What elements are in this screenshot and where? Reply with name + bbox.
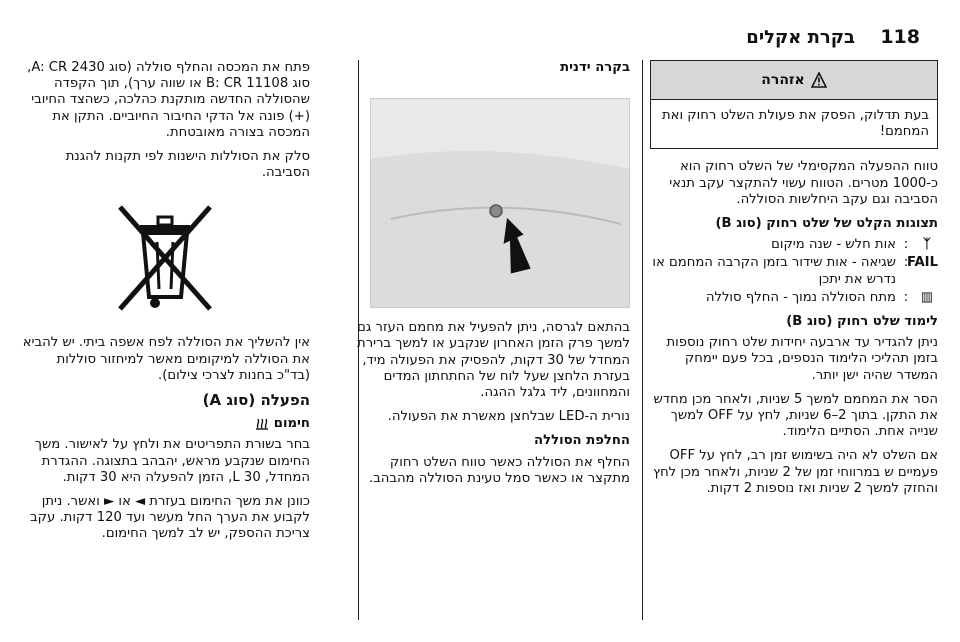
manual-heading: בקרה ידנית xyxy=(560,60,630,75)
heating-icon xyxy=(255,416,269,430)
lamp-text: שגיאה - אות שידור בזמן הקרבה המחמם או נדרש את יתכן xyxy=(652,255,896,287)
recycle-paragraph: סלק את הסוללות הישנות לפי תקנות להגנת הסביבה. xyxy=(65,149,310,181)
page-title: בקרת אקלים xyxy=(746,27,855,48)
lamp-row xyxy=(650,237,938,253)
lamp-sep: : xyxy=(903,237,909,253)
warning-title: אזהרה xyxy=(761,71,805,88)
manual-paragraph: בהתאם לגרסה, ניתן להפעיל את מחמם העזר גם למשך פרק הזמן האחרון שנקבע או למשך ברירת המחדל של 30 דקות, להפסיק את הפעולה מיד, בעזרת הלחצן שעל לוח של החתחתון המדים והמחוונים, ליד גלגל ההגה. xyxy=(357,320,630,401)
crossed-bin-icon xyxy=(110,197,220,317)
lamp-text: מתח הסוללה נמוך - החלף סוללה xyxy=(705,289,896,305)
fail-indicator: FAIL xyxy=(906,255,938,271)
warning-header xyxy=(651,61,937,100)
battery-icon: ▥ xyxy=(920,289,934,305)
column-middle xyxy=(350,60,630,495)
display-heading: תצוגות הקלט של שלט רחוק (סוג B) xyxy=(715,216,938,232)
signal-antenna-icon: ᛉ xyxy=(923,237,931,253)
heat-heading xyxy=(20,416,310,432)
manual-button-photo xyxy=(370,98,630,308)
dashboard-illustration xyxy=(371,99,629,307)
range-paragraph: טווח ההפעלה המקסימלי של השלט רחוק הוא כ-1000 מטרים. הטווח עשוי להתקצר עקב תנאי הסביבה וגם עקב היחלשות הסוללה. xyxy=(669,159,938,207)
heat-paragraph: בחר בשורת התפריטים את ולחץ על לאישור. משך החימום שנקבע מראש, יהבהב בתצוגה. ההגדרת המחדל, L 30, הזמן להפעלה היא 30 דקות. xyxy=(34,437,310,485)
warning-triangle-icon xyxy=(811,72,827,88)
battery-paragraph: החלף את הסוללה כאשר טווח השלט רחוק מתקצר או כאשר סמל טעינת הסוללה מהבהב. xyxy=(368,454,630,486)
off-paragraph: אם השלט לא היה בשימוש זמן רב, לחץ על OFF פעמיים ש במרווחי זמן של 2 שניות, ולאחר מכן לחץ והחזק למשך 2 שניות ואז נוספות 2 דקות. xyxy=(652,448,938,496)
remove-paragraph: הסר את המחמם למשך 5 שניות, ולאחר מכן מחדש את התקן. בתוך 2–6 שניות, לחץ על OFF למשך שנייה אחת. הסתיים הלימוד. xyxy=(653,391,938,440)
lamp-sep: : xyxy=(903,255,909,271)
column-right xyxy=(650,60,938,505)
operation-heading: הפעלה (סוג A) xyxy=(202,391,310,410)
lamp-row xyxy=(650,255,938,287)
learn-heading: לימוד שלט רחוק (סוג B) xyxy=(786,314,938,330)
adjust-paragraph: כוונן את משך החימום בעזרת ◄ או ► ואשר. ניתן לקבוע את הערך החל מעשר ועד 120 דקות. עקב צריכת ההספק, יש לב למשך החימום. xyxy=(30,494,310,542)
lamp-row xyxy=(650,290,938,306)
lamp-text: אות חלש - שנה מיקום xyxy=(771,237,896,253)
page-header xyxy=(0,0,960,52)
column-left xyxy=(20,60,310,551)
no-dispose-paragraph: אין להשליך את הסוללה לפח אשפה ביתי. יש להביא את הסוללה למיקומים מאשר למיחזור סוללות (בד"כ בחנות לצרכי צילום). xyxy=(22,335,310,383)
warning-body: בעת תדלוק, הפסק את פעולת השלט רחוק ואת המחמם! xyxy=(662,108,929,140)
battery-heading: החלפת הסוללה xyxy=(534,433,630,449)
lamp-sep: : xyxy=(903,289,909,305)
warning-box xyxy=(650,60,938,149)
heat-heading-text: חימום xyxy=(273,416,310,432)
column-divider-right xyxy=(642,60,643,620)
learn-paragraph: ניתן להגדיר עד ארבעה יחידות שלט רחוק נוספות בזמן תהליכי הלימוד הנספים, בכל פעם יימחק המשדר שהיה ישן יותר. xyxy=(666,335,938,383)
lamp-list xyxy=(650,237,938,306)
led-paragraph: נורית ה-LED שבלחצן מאשרת את הפעולה. xyxy=(387,409,630,425)
open-cover-paragraph: פתח את המכסה והחלף סוללה (סוג A: CR 2430, סוג B: CR 11108 או שווה ערך), תוך הקפדה שהסוללה החדשה מותקנת כהלכה, כשהצד החיובי (+) פונה אל הדקי החיבור החיוביים. התקן את המכסה בצורה מאובטחת. xyxy=(27,60,310,140)
page-number: 118 xyxy=(880,26,920,48)
